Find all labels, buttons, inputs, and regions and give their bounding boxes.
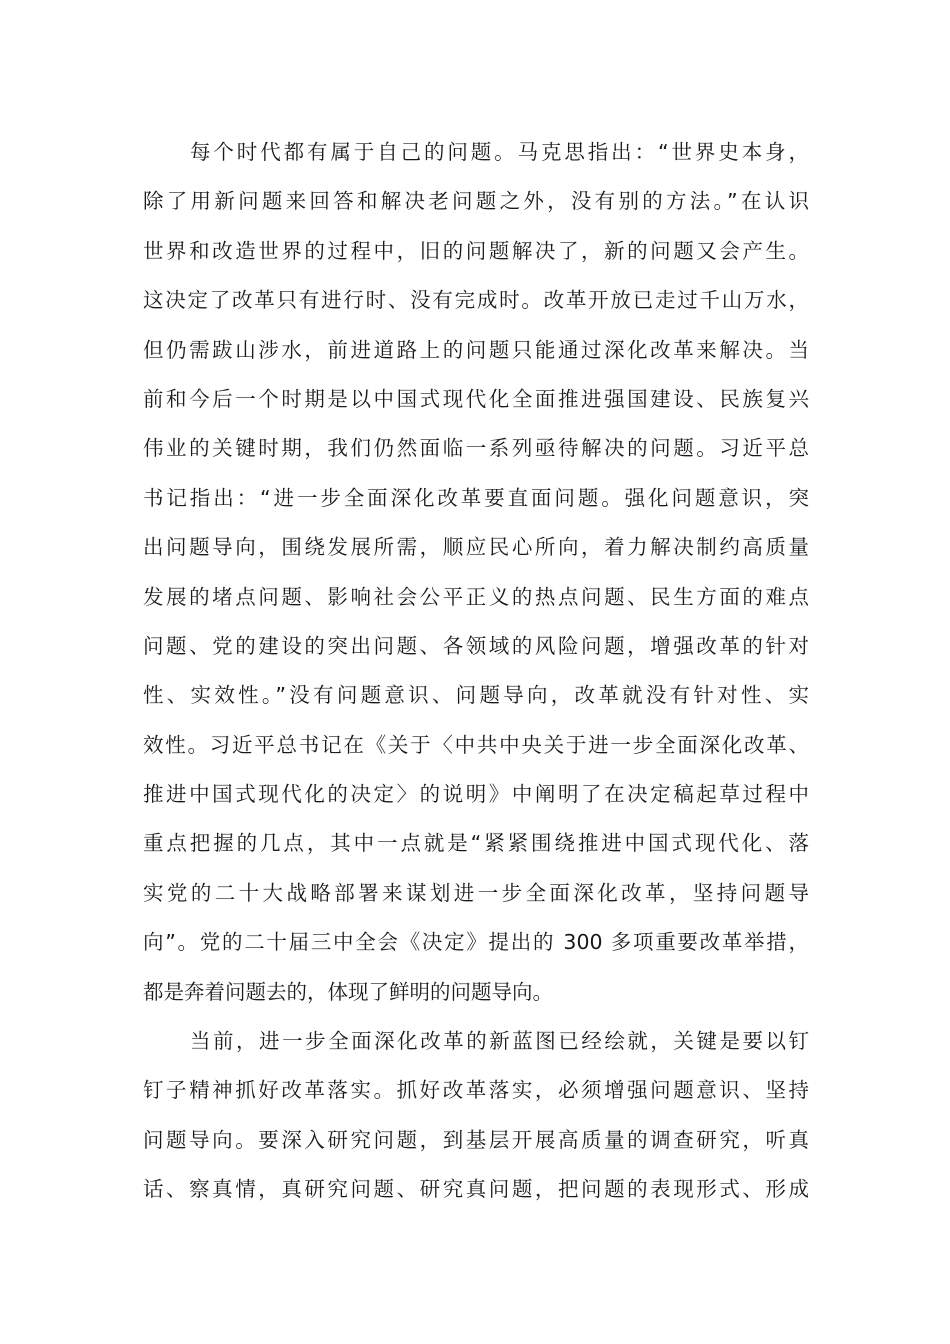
paragraph-line: 每个时代都有属于自己的问题。马克思指出：“世界史本身， bbox=[190, 140, 809, 164]
paragraph-line: 都是奔着问题去的，体现了鲜明的问题导向。 bbox=[143, 979, 553, 1004]
paragraph-2 bbox=[143, 1017, 809, 1215]
paragraph-1 bbox=[143, 128, 809, 1017]
document-body bbox=[143, 128, 809, 1215]
paragraph-line: 实党的二十大战略部署来谋划进一步全面深化改革，坚持问题导 bbox=[143, 880, 809, 905]
paragraph-line: 世界和改造世界的过程中，旧的问题解决了，新的问题又会产生。 bbox=[143, 238, 809, 263]
paragraph-line: 话、察真情，真研究问题、研究真问题，把问题的表现形式、形成 bbox=[143, 1177, 809, 1202]
paragraph-line: 当前，进一步全面深化改革的新蓝图已经绘就，关键是要以钉 bbox=[190, 1029, 809, 1054]
paragraph-line: 向”。党的二十届三中全会《决定》提出的 300 多项重要改革举措， bbox=[143, 930, 809, 955]
paragraph-line: 但仍需跋山涉水，前进道路上的问题只能通过深化改革来解决。当 bbox=[143, 337, 809, 362]
paragraph-line: 问题、党的建设的突出问题、各领域的风险问题，增强改革的针对 bbox=[143, 633, 809, 658]
paragraph-line: 性、实效性。”没有问题意识、问题导向，改革就没有针对性、实 bbox=[143, 683, 809, 708]
paragraph-line: 效性。习近平总书记在《关于〈中共中央关于进一步全面深化改革、 bbox=[143, 732, 809, 757]
paragraph-line: 这决定了改革只有进行时、没有完成时。改革开放已走过千山万水， bbox=[143, 288, 809, 313]
paragraph-line: 钉子精神抓好改革落实。抓好改革落实，必须增强问题意识、坚持 bbox=[143, 1078, 809, 1103]
paragraph-line: 问题导向。要深入研究问题，到基层开展高质量的调查研究，听真 bbox=[143, 1127, 809, 1152]
paragraph-line: 出问题导向，围绕发展所需，顺应民心所向，着力解决制约高质量 bbox=[143, 535, 809, 560]
paragraph-line: 前和今后一个时期是以中国式现代化全面推进强国建设、民族复兴 bbox=[143, 386, 809, 411]
paragraph-line: 伟业的关键时期，我们仍然面临一系列亟待解决的问题。习近平总 bbox=[143, 436, 809, 461]
paragraph-line: 推进中国式现代化的决定〉的说明》中阐明了在决定稿起草过程中 bbox=[143, 782, 809, 807]
paragraph-line: 书记指出：“进一步全面深化改革要直面问题。强化问题意识，突 bbox=[143, 485, 809, 510]
paragraph-line: 发展的堵点问题、影响社会公平正义的热点问题、民生方面的难点 bbox=[143, 584, 809, 609]
paragraph-line: 除了用新问题来回答和解决老问题之外，没有别的方法。”在认识 bbox=[143, 189, 809, 214]
paragraph-line: 重点把握的几点，其中一点就是“紧紧围绕推进中国式现代化、落 bbox=[143, 831, 809, 856]
